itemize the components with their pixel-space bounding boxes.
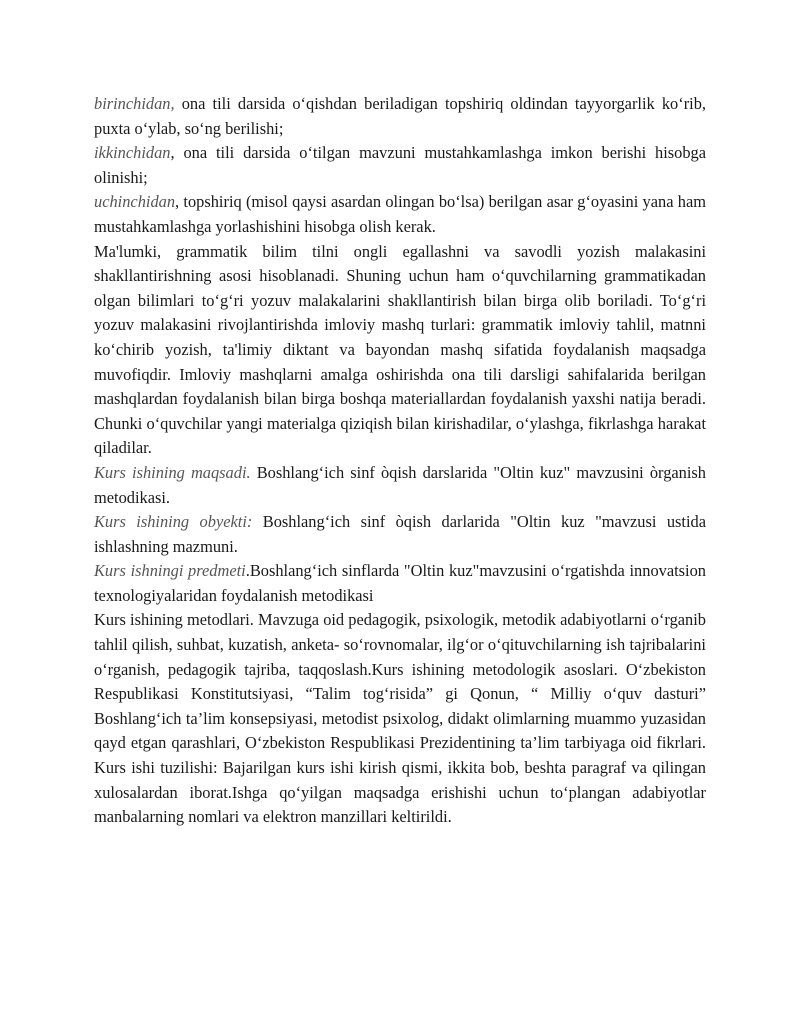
- paragraph-text: Kurs ishining metodlari. Mavzuga oid pedagogik, psixologik, metodik adabiyotlarni o‘rganib tahlil qilish, suhbat, kuzatish, anketa- so‘rovnomalar, ilg‘or o‘qituvchilarning ish tajribalarini o‘rganish, pedagogik tajriba, taqqoslash.Kurs ishining metodologik asoslari. O‘zbekiston Respublikasi Konstitutsiyasi, “Talim tog‘risida” gi Qonun, “ Milliy o‘quv dasturi” Boshlang‘ich ta’lim konsepsiyasi, metodist psixolog, didakt olimlarning muammo yuzasidan qayd etgan qarashlari, O‘zbekiston Respublikasi Prezidentining ta’lim tarbiyaga oid fikrlari. Kurs ishi tuzilishi: Bajarilgan kurs ishi kirish qismi, ikkita bob, beshta paragraf va qilingan xulosalardan iborat.Ishga qo‘yilgan maqsadga erishishi uchun to‘plangan adabiyotlar manbalarning nomlari va elektron manzillari keltirildi.: [94, 610, 706, 827]
- paragraph-predmeti: [94, 559, 706, 608]
- paragraph-text: Ma'lumki, grammatik bilim tilni ongli egallashni va savodli yozish malakasini shakllantirishning asosi hisoblanadi. Shuning uchun ham o‘quvchilarning grammatikadan olgan bilimlari to‘g‘ri yozuv malakalarini shakllantirish bilan birga olib boriladi. To‘g‘ri yozuv malakasini rivojlantirishda imloviy mashq turlari: grammatik imloviy tahlil, matnni ko‘chirib yozish, ta'limiy diktant va bayondan mashq sifatida foydalanish maqsadga muvofiqdir. Imloviy mashqlarni amalga oshirishda ona tili darsligi sahifalarida berilgan mashqlardan foydalanish bilan birga boshqa materiallardan foydalanish yaxshi natija beradi. Chunki o‘quvchilar yangi materialga qiziqish bilan kirishadilar, o‘ylashga, fikrlashga harakat qiladilar.: [94, 241, 706, 458]
- paragraph-text: .Boshlang‘ich sinflarda "Oltin kuz"mavzusini o‘rgatishda innovatsion texnologiyalaridan foydalanish metodikasi: [94, 561, 706, 605]
- paragraph-lead: ikkinchidan: [94, 143, 171, 163]
- paragraph-uchinchidan: [94, 190, 706, 239]
- paragraph-text: Boshlang‘ich sinf òqish darlarida "Oltin kuz "mavzusi ustida ishlashning mazmuni.: [94, 512, 706, 556]
- paragraph-text: , ona tili darsida o‘tilgan mavzuni mustahkamlashga imkon berishi hisobga olinishi;: [94, 143, 706, 187]
- paragraph-ikkinchidan: [94, 141, 706, 190]
- paragraph-grammatik-bilim: [94, 240, 706, 461]
- paragraph-lead: uchinchidan: [94, 192, 176, 212]
- paragraph-lead: Kurs ishningi predmeti: [94, 561, 246, 581]
- paragraph-text: , topshiriq (misol qaysi asardan olingan bo‘lsa) berilgan asar g‘oyasini yana ham mustahkamlashga yorlashishini hisobga olish kerak.: [94, 192, 706, 236]
- paragraph-text: Boshlang‘ich sinf òqish darslarida "Oltin kuz" mavzusini òrganish metodikasi.: [94, 462, 706, 507]
- paragraph-lead: birinchidan,: [94, 94, 175, 113]
- paragraph-birinchidan: [94, 92, 706, 141]
- document-page: [94, 92, 706, 830]
- paragraph-lead: Kurs ishining maqsadi.: [94, 462, 251, 482]
- paragraph-maqsadi: [94, 461, 706, 510]
- paragraph-metodlari: [94, 608, 706, 829]
- paragraph-text: ona tili darsida o‘qishdan beriladigan topshiriq oldindan tayyorgarlik ko‘rib, puxta o‘ylab, so‘ng berilishi;: [94, 94, 706, 138]
- paragraph-obyekti: [94, 510, 706, 559]
- paragraph-lead: Kurs ishining obyekti:: [94, 512, 253, 532]
